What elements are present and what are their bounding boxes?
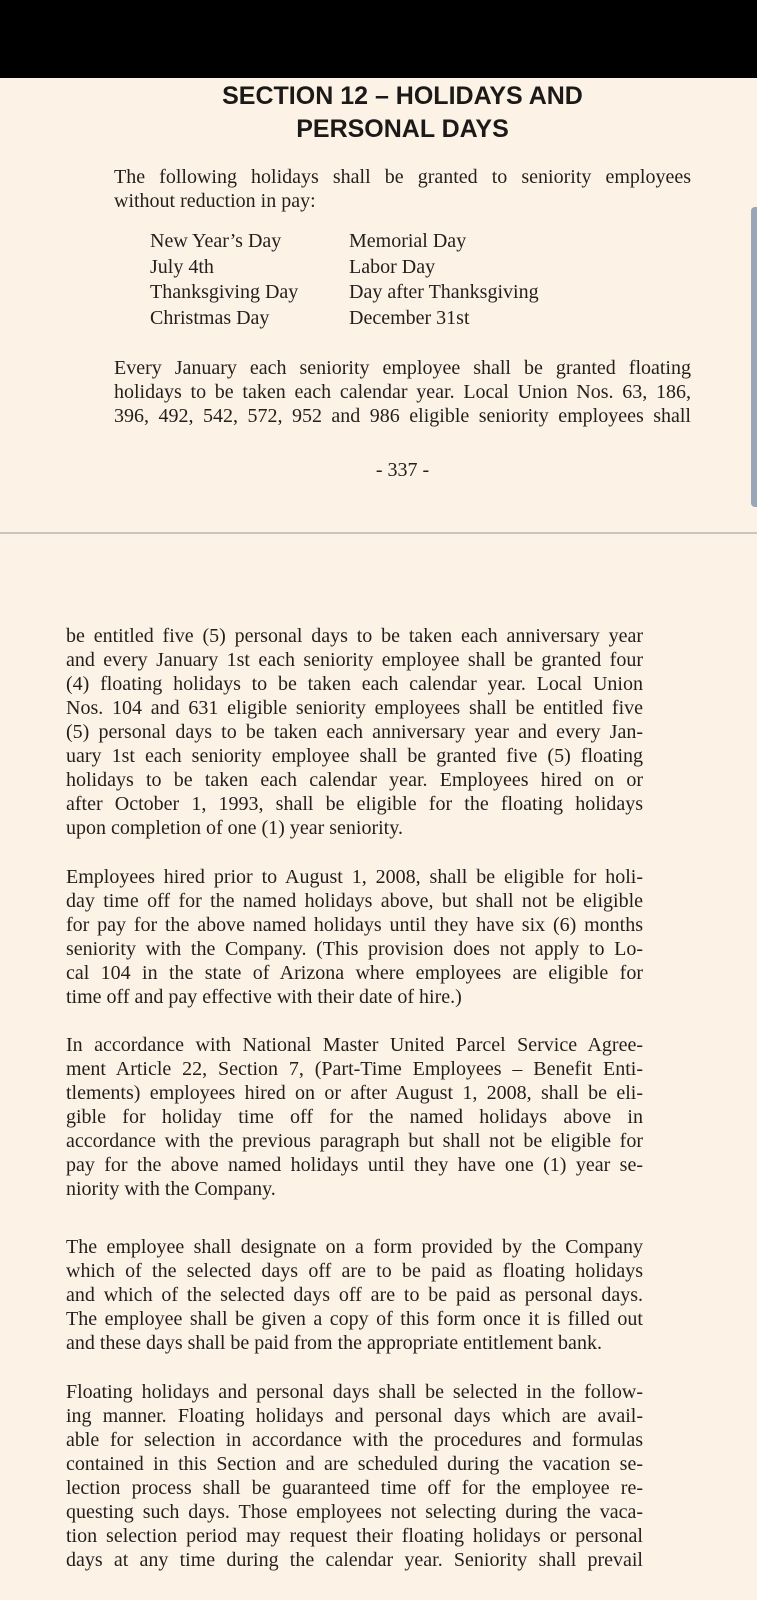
floating-holidays-paragraph (114, 356, 691, 428)
text-line: days at any time during the calendar year. Seniority shall prevail (66, 1549, 643, 1571)
holiday-row (150, 280, 670, 306)
text-line: The following holidays shall be granted to seniority employees (114, 166, 691, 188)
text-line: lection process shall be guaranteed time off for the employee re- (66, 1477, 643, 1499)
top-status-bar (0, 0, 757, 78)
text-line: upon completion of one (1) year seniority. (66, 817, 403, 839)
text-line: seniority with the Company. (This provision does not apply to Lo- (66, 938, 643, 960)
section-title (0, 80, 757, 146)
text-line: able for selection in accordance with the procedures and formulas (66, 1429, 643, 1451)
holiday-name: Labor Day (349, 255, 436, 278)
text-line: holidays to be taken each calendar year. Local Union Nos. 63, 186, (114, 381, 691, 403)
text-line: Nos. 104 and 631 eligible seniority employees shall be entitled five (66, 697, 643, 719)
page-number: - 337 - (375, 459, 430, 481)
paragraph-selection-manner (66, 1380, 643, 1572)
section-title-line-2: PERSONAL DAYS (296, 115, 509, 143)
text-line: day time off for the named holidays above, but shall not be eligible (66, 890, 643, 912)
text-line: Floating holidays and personal days shall be selected in the follow- (66, 1381, 643, 1403)
text-line: and every January 1st each seniority employee shall be granted four (66, 649, 643, 671)
text-line: ment Article 22, Section 7, (Part-Time Employees – Benefit Enti- (66, 1058, 643, 1080)
text-line: tion selection period may request their floating holidays or personal (66, 1525, 643, 1547)
text-line: time off and pay effective with their date of hire.) (66, 986, 462, 1008)
holiday-name: July 4th (150, 255, 214, 278)
holiday-row (150, 229, 670, 255)
text-line: Every January each seniority employee shall be granted floating (114, 357, 691, 379)
holiday-name: Thanksgiving Day (150, 281, 299, 303)
paragraph-hired-prior-2008 (66, 865, 643, 1009)
holiday-list (150, 229, 670, 331)
text-line: cal 104 in the state of Arizona where employees are eligible for (66, 962, 643, 984)
text-line: pay for the above named holidays until they have one (1) year se- (66, 1154, 643, 1176)
text-line: questing such days. Those employees not selecting during the vaca- (66, 1501, 643, 1523)
text-line: after October 1, 1993, shall be eligible for the floating holidays (66, 793, 643, 815)
text-line: The employee shall designate on a form provided by the Company (66, 1236, 643, 1258)
holiday-row (150, 306, 670, 332)
section-title-line-1: SECTION 12 – HOLIDAYS AND (222, 82, 583, 110)
text-line: ing manner. Floating holidays and personal days which are avail- (66, 1405, 643, 1427)
text-line: uary 1st each seniority employee shall be granted five (5) floating (66, 745, 643, 767)
text-line: 396, 492, 542, 572, 952 and 986 eligible seniority employees shall (114, 405, 691, 427)
text-line: gible for holiday time off for the named holidays above in (66, 1106, 643, 1128)
text-line: without reduction in pay: (114, 190, 316, 212)
text-line: for pay for the above named holidays until they have six (6) months (66, 914, 643, 936)
holiday-name: December 31st (349, 306, 470, 329)
text-line: The employee shall be given a copy of this form once it is filled out (66, 1308, 643, 1330)
text-line: holidays to be taken each calendar year. Employees hired on or (66, 769, 643, 791)
text-line: accordance with the previous paragraph but shall not be eligible for (66, 1130, 643, 1152)
holiday-name: Memorial Day (349, 230, 467, 252)
text-line: In accordance with National Master United Parcel Service Agree- (66, 1034, 643, 1056)
text-line: tlements) employees hired on or after August 1, 2008, shall be eli- (66, 1082, 643, 1104)
text-line: and which of the selected days off are to be paid as personal days. (66, 1284, 643, 1306)
holiday-name: New Year’s Day (150, 230, 282, 252)
text-line: be entitled five (5) personal days to be taken each anniversary year (66, 625, 643, 647)
paragraph-part-time-employees (66, 1033, 643, 1201)
text-line: niority with the Company. (66, 1178, 276, 1200)
intro-paragraph (114, 165, 691, 213)
holiday-name: Day after Thanksgiving (349, 281, 539, 303)
text-line: Employees hired prior to August 1, 2008, shall be eligible for holi- (66, 866, 643, 888)
text-line: (4) floating holidays to be taken each calendar year. Local Union (66, 673, 643, 695)
text-line: which of the selected days off are to be paid as floating holidays (66, 1260, 643, 1282)
holiday-row (150, 255, 670, 281)
paragraph-personal-days (66, 624, 643, 840)
text-line: (5) personal days to be taken each anniversary year and every Jan- (66, 721, 643, 743)
text-line: and these days shall be paid from the appropriate entitlement bank. (66, 1332, 602, 1354)
text-line: contained in this Section and are scheduled during the vacation se- (66, 1453, 643, 1475)
holiday-name: Christmas Day (150, 306, 270, 329)
paragraph-designation-form (66, 1235, 643, 1355)
